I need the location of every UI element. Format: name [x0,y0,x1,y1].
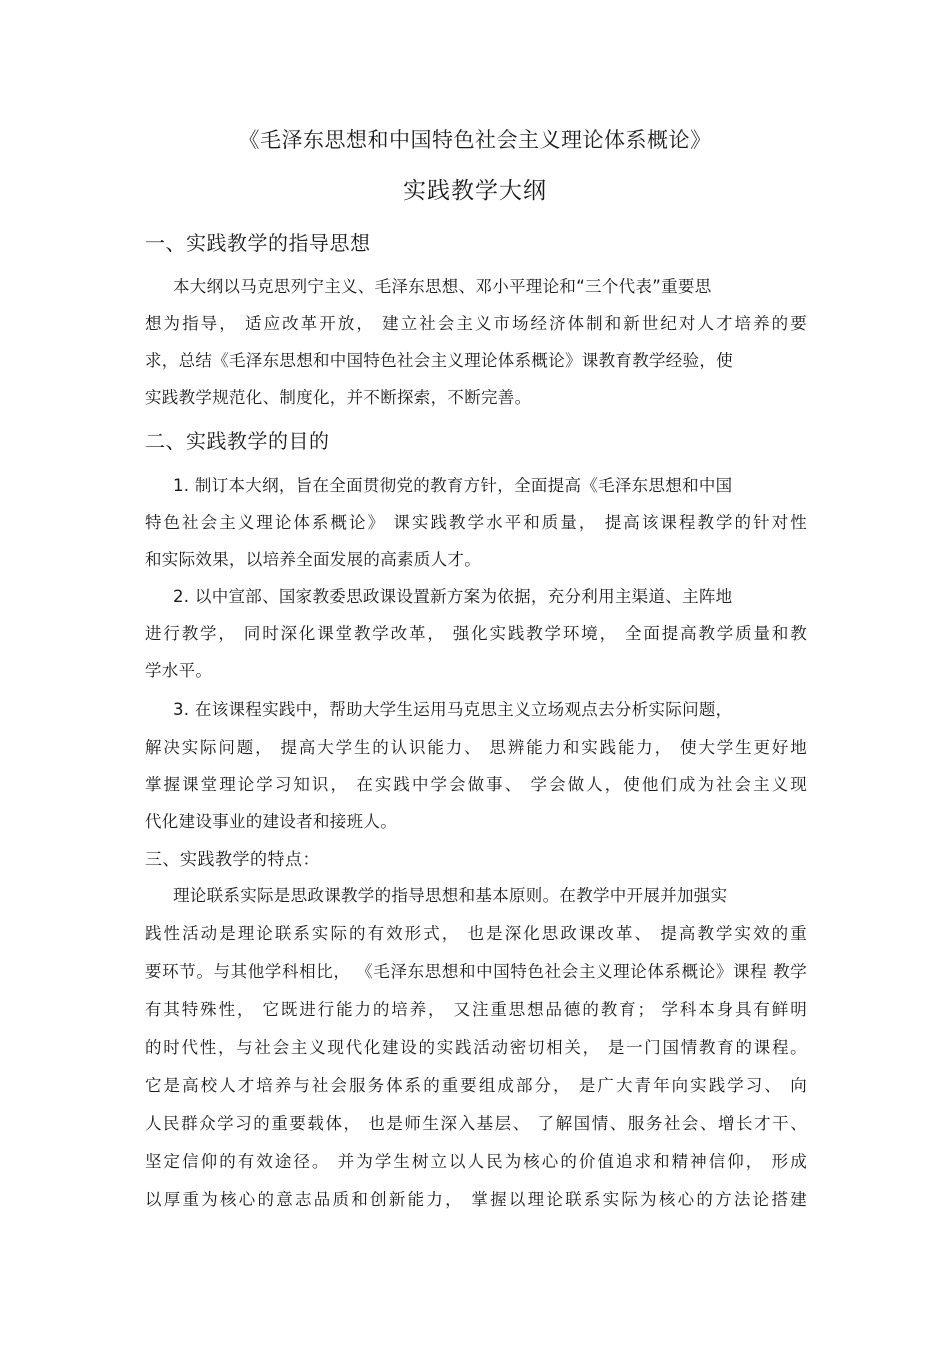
paragraph-line: 进行教学， 同时深化课堂教学改革， 强化实践教学环境， 全面提高教学质量和教 [145,624,807,643]
paragraph-line: 1. 制订本大纲，旨在全面贯彻党的教育方针，全面提高《毛泽东思想和中国 [173,476,733,495]
paragraph-line: 的时代性，与社会主义现代化建设的实践活动密切相关， 是一门国情教育的课程。 [145,1038,807,1057]
paragraph-line: 本大纲以马克思列宁主义、毛泽东思想、邓小平理论和“三个代表”重要思 [173,277,712,296]
paragraph-line: 2. 以中宣部、国家教委思政课设置新方案为依据，充分利用主渠道、主阵地 [173,587,733,606]
paragraph-line: 想为指导， 适应改革开放， 建立社会主义市场经济体制和新世纪对人才培养的要 [145,314,807,333]
paragraph-line: 解决实际问题， 提高大学生的认识能力、 思辨能力和实践能力， 使大学生更好地 [145,738,807,757]
paragraph-line: 掌握课堂理论学习知识， 在实践中学会做事、 学会做人，使他们成为社会主义现 [145,775,807,794]
paragraph-line: 求，总结《毛泽东思想和中国特色社会主义理论体系概论》课教育教学经验，使 [145,351,733,370]
paragraph-line: 践性活动是理论联系实际的有效形式， 也是深化思政课改革、 提高教学实效的重 [145,924,807,943]
paragraph-line: 和实际效果，以培养全面发展的高素质人才。 [145,550,481,569]
document-subtitle: 实践教学大纲 [403,178,547,204]
section-heading-1: 一、实践教学的指导思想 [145,231,371,255]
paragraph-line: 理论联系实际是思政课教学的指导思想和基本原则。在教学中开展并加强实 [173,886,728,905]
paragraph-line: 人民群众学习的重要载体， 也是师生深入基层、 了解国情、服务社会、增长才干、 [145,1114,807,1133]
paragraph-line: 要环节。与其他学科相比， 《毛泽东思想和中国特色社会主义理论体系概论》课程 教学 [145,962,807,981]
paragraph-line: 实践教学规范化、制度化，并不断探索，不断完善。 [145,388,532,407]
section-heading-2: 二、实践教学的目的 [145,429,330,453]
section-heading-3: 三、实践教学的特点： [145,850,320,870]
paragraph-line: 3. 在该课程实践中，帮助大学生运用马克思主义立场观点去分析实际问题， [173,700,733,719]
paragraph-line: 以厚重为核心的意志品质和创新能力， 掌握以理论联系实际为核心的方法论搭建 [145,1190,807,1209]
paragraph-line: 坚定信仰的有效途径。 并为学生树立以人民为核心的价值追求和精神信仰， 形成 [145,1152,807,1171]
paragraph-line: 有其特殊性， 它既进行能力的培养， 又注重思想品德的教育； 学科本身具有鲜明 [145,1000,807,1019]
paragraph-line: 特色社会主义理论体系概论》 课实践教学水平和质量， 提高该课程教学的针对性 [145,513,807,532]
document-title: 《毛泽东思想和中国特色社会主义理论体系概论》 [238,128,712,152]
paragraph-line: 它是高校人才培养与社会服务体系的重要组成部分， 是广大青年向实践学习、 向 [145,1076,807,1095]
paragraph-line: 学水平。 [145,661,213,680]
paragraph-line: 代化建设事业的建设者和接班人。 [145,812,397,831]
